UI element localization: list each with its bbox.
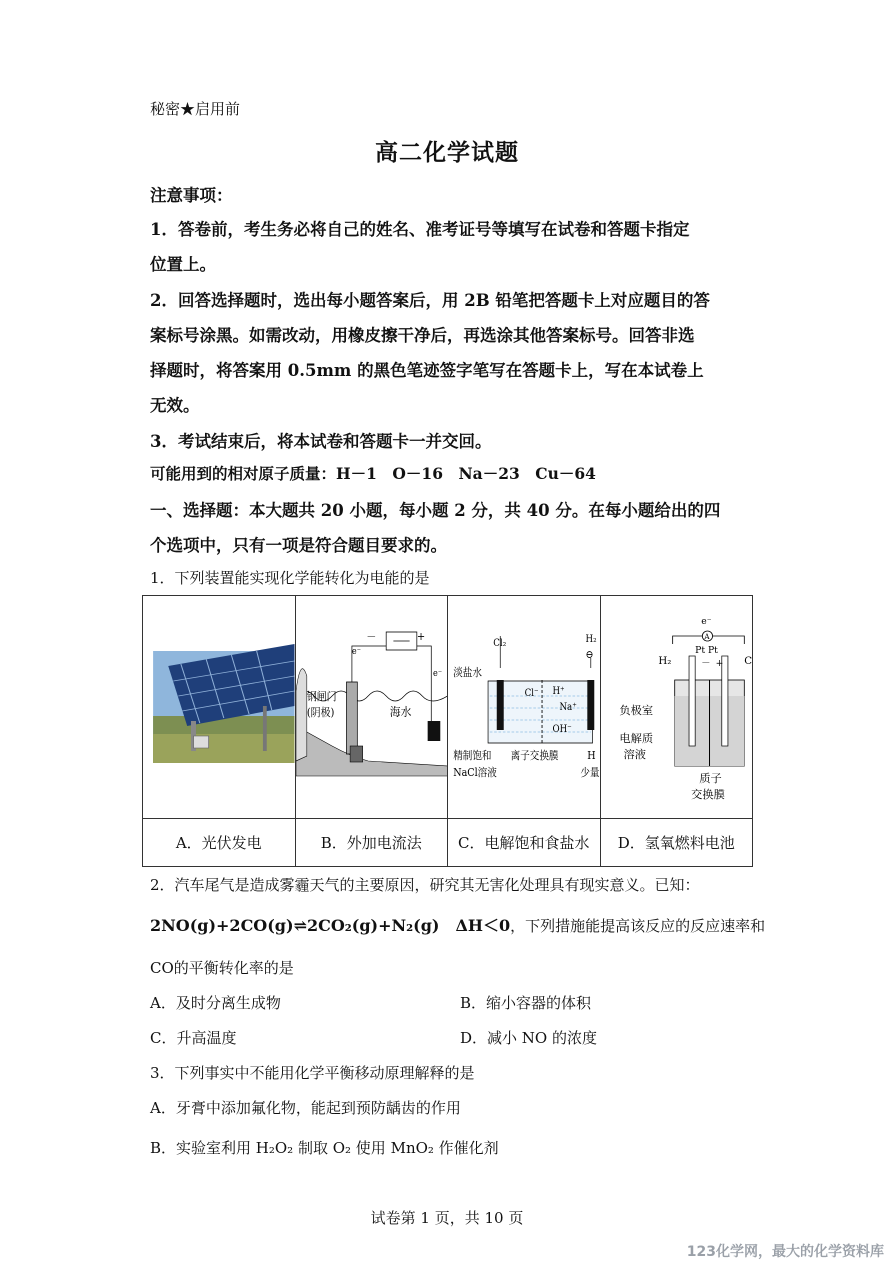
notice-line: 案标号涂黑。如需改动，用橡皮擦干净后，再选涂其他答案标号。回答非选	[150, 326, 695, 345]
question-2-stem-2: CO的平衡转化率的是	[150, 959, 294, 977]
question-2-stem: 2．汽车尾气是造成雾霾天气的主要原因，研究其无害化处理具有现实意义。已知：	[150, 876, 700, 894]
option-b: B．实验室利用 H₂O₂ 制取 O₂ 使用 MnO₂ 作催化剂	[150, 1139, 499, 1157]
option-c: C．升高温度	[150, 1029, 237, 1047]
fig-d-electrolyte-2: 溶液	[623, 748, 646, 761]
fig-c-chloride-ion: Cl⁻	[524, 687, 539, 700]
fig-c-minus-sign: ⊖	[585, 648, 594, 662]
fig-d-minus: －	[700, 659, 711, 669]
fig-b-gate-label: 钢闸门	[306, 690, 337, 704]
option-d-caption: D．氢氧燃料电池	[600, 819, 753, 867]
fig-c-cl2: Cl₂	[493, 637, 507, 650]
watermark: 123化学网，最大的化学资料库	[686, 1244, 884, 1260]
fig-d-negative-chamber: 负极室	[618, 704, 653, 717]
option-b: B．缩小容器的体积	[460, 994, 592, 1012]
notice-heading: 注意事项：	[150, 186, 233, 205]
figure-a-solar-panel	[143, 596, 296, 819]
fig-b-seawater-label: 海水	[389, 704, 411, 720]
fig-c-hydroxide-ion: OH⁻	[552, 723, 572, 736]
notice-line: 无效。	[150, 396, 200, 415]
fig-d-electrolyte-1: 电解质	[618, 732, 653, 745]
fig-c-refined-label-1: 精制饱和	[453, 749, 492, 763]
fig-b-e-right: e⁻	[432, 668, 442, 680]
page-title: 高二化学试题	[375, 139, 519, 166]
fig-d-plus: +	[715, 659, 723, 669]
reaction-equation: 2NO(g)+2CO(g)⇌2CO₂(g)+N₂(g) ΔH＜0	[150, 916, 511, 935]
question-1-stem: 1．下列装置能实现化学能转化为电能的是	[150, 569, 430, 587]
option-a: A．及时分离生成物	[150, 994, 281, 1012]
option-b-caption: B．外加电流法	[295, 819, 448, 867]
option-c-caption: C．电解饱和食盐水	[448, 819, 601, 867]
fig-c-h-edge: H	[587, 749, 596, 763]
option-a-caption: A．光伏发电	[143, 819, 296, 867]
fig-c-membrane-label: 离子交换膜	[510, 749, 559, 763]
figure-c-chlor-alkali	[448, 596, 601, 819]
question-2-stem-cont: ，下列措施能提高该反应的反应速率和	[510, 917, 766, 935]
fig-d-pt-electrodes: Pt Pt	[694, 646, 718, 656]
question-3-stem: 3．下列事实中不能用化学平衡移动原理解释的是	[150, 1064, 475, 1082]
fig-c-refined-label-2: NaCl溶液	[453, 766, 497, 780]
fig-d-membrane-2: 交换膜	[690, 788, 725, 801]
fig-d-electron: e⁻	[700, 617, 712, 627]
fig-c-small-amount: 少量	[580, 766, 600, 780]
fig-d-membrane-1: 质子	[698, 772, 722, 785]
fig-b-cathode-label: (阴极)	[306, 706, 334, 720]
question-2-equation-line	[150, 913, 765, 936]
notice-line: 1．答卷前，考生务必将自己的姓名、准考证号等填写在试卷和答题卡指定	[150, 220, 690, 239]
notice-line: 3．考试结束后，将本试卷和答题卡一并交回。	[150, 432, 492, 451]
fig-b-e-left: e⁻	[351, 646, 361, 658]
question-1-figure-table	[142, 595, 753, 867]
figure-d-fuel-cell	[600, 596, 753, 819]
option-d: D．减小 NO 的浓度	[460, 1029, 597, 1047]
fig-c-hydrogen-ion: H⁺	[552, 685, 565, 698]
fig-d-c-edge: C	[743, 656, 752, 667]
notice-line: 位置上。	[150, 255, 216, 274]
atomic-masses: 可能用到的相对原子质量：H－1 O－16 Na－23 Cu－64	[150, 464, 596, 483]
option-a: A．牙膏中添加氟化物，能起到预防龋齿的作用	[150, 1099, 461, 1117]
fig-b-minus: －	[365, 630, 376, 644]
fig-d-h2: H₂	[657, 656, 671, 667]
fig-c-h2: H₂	[585, 633, 597, 646]
page-footer: 试卷第 1 页，共 10 页	[370, 1209, 524, 1227]
fig-d-ammeter: A	[703, 632, 710, 641]
section-heading: 一、选择题：本大题共 20 小题，每小题 2 分，共 40 分。在每小题给出的四	[150, 501, 721, 520]
notice-line: 2．回答选择题时，选出每小题答案后，用 2B 铅笔把答题卡上对应题目的答	[150, 291, 710, 310]
notice-line: 择题时，将答案用 0.5mm 的黑色笔迹签字笔写在答题卡上，写在本试卷上	[150, 361, 704, 380]
fig-c-sodium-ion: Na⁺	[559, 701, 577, 714]
confidential-mark: 秘密★启用前	[150, 100, 241, 118]
fig-c-dilute-brine: 淡盐水	[453, 666, 482, 680]
fig-b-plus: +	[416, 630, 425, 644]
figure-b-impressed-current	[295, 596, 448, 819]
section-heading: 个选项中，只有一项是符合题目要求的。	[150, 536, 447, 555]
